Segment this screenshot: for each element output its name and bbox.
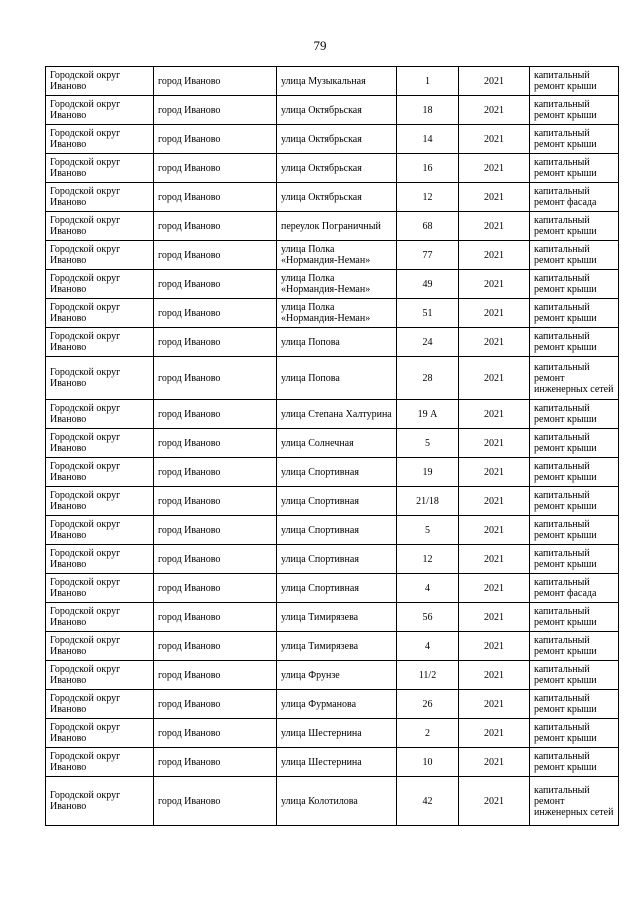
work-type-cell: капитальный ремонт крыши bbox=[530, 719, 619, 748]
house-number-cell: 12 bbox=[397, 545, 459, 574]
district-cell: Городской округ Иваново bbox=[46, 125, 154, 154]
year-cell: 2021 bbox=[459, 603, 530, 632]
work-type-cell: капитальный ремонт крыши bbox=[530, 212, 619, 241]
city-cell: город Иваново bbox=[154, 212, 277, 241]
city-cell: город Иваново bbox=[154, 400, 277, 429]
city-cell: город Иваново bbox=[154, 67, 277, 96]
work-type-cell: капитальный ремонт крыши bbox=[530, 67, 619, 96]
work-type-cell: капитальный ремонт крыши bbox=[530, 125, 619, 154]
street-cell: улица Шестернина bbox=[277, 748, 397, 777]
year-cell: 2021 bbox=[459, 96, 530, 125]
district-cell: Городской округ Иваново bbox=[46, 299, 154, 328]
house-number-cell: 12 bbox=[397, 183, 459, 212]
street-cell: улица Музыкальная bbox=[277, 67, 397, 96]
city-cell: город Иваново bbox=[154, 270, 277, 299]
registry-table bbox=[45, 66, 619, 826]
city-cell: город Иваново bbox=[154, 241, 277, 270]
table-row bbox=[46, 574, 619, 603]
city-cell: город Иваново bbox=[154, 328, 277, 357]
street-cell: улица Спортивная bbox=[277, 516, 397, 545]
table-row bbox=[46, 545, 619, 574]
district-cell: Городской округ Иваново bbox=[46, 719, 154, 748]
work-type-cell: капитальный ремонт крыши bbox=[530, 487, 619, 516]
district-cell: Городской округ Иваново bbox=[46, 357, 154, 400]
street-cell: улица Фурманова bbox=[277, 690, 397, 719]
street-cell: улица Степана Халтурина bbox=[277, 400, 397, 429]
district-cell: Городской округ Иваново bbox=[46, 632, 154, 661]
house-number-cell: 1 bbox=[397, 67, 459, 96]
street-cell: улица Полка «Нормандия-Неман» bbox=[277, 270, 397, 299]
year-cell: 2021 bbox=[459, 357, 530, 400]
work-type-cell: капитальный ремонт крыши bbox=[530, 458, 619, 487]
street-cell: улица Тимирязева bbox=[277, 632, 397, 661]
work-type-cell: капитальный ремонт крыши bbox=[530, 516, 619, 545]
table-row bbox=[46, 719, 619, 748]
house-number-cell: 56 bbox=[397, 603, 459, 632]
work-type-cell: капитальный ремонт крыши bbox=[530, 545, 619, 574]
district-cell: Городской округ Иваново bbox=[46, 690, 154, 719]
city-cell: город Иваново bbox=[154, 690, 277, 719]
work-type-cell: капитальный ремонт крыши bbox=[530, 241, 619, 270]
year-cell: 2021 bbox=[459, 777, 530, 826]
street-cell: улица Октябрьская bbox=[277, 125, 397, 154]
table-row bbox=[46, 357, 619, 400]
city-cell: город Иваново bbox=[154, 299, 277, 328]
work-type-cell: капитальный ремонт крыши bbox=[530, 270, 619, 299]
city-cell: город Иваново bbox=[154, 719, 277, 748]
table-row bbox=[46, 487, 619, 516]
house-number-cell: 19 bbox=[397, 458, 459, 487]
page-number: 79 bbox=[313, 38, 327, 53]
house-number-cell: 5 bbox=[397, 429, 459, 458]
city-cell: город Иваново bbox=[154, 357, 277, 400]
table-row bbox=[46, 690, 619, 719]
house-number-cell: 51 bbox=[397, 299, 459, 328]
work-type-cell: капитальный ремонт крыши bbox=[530, 400, 619, 429]
work-type-cell: капитальный ремонт крыши bbox=[530, 328, 619, 357]
work-type-cell: капитальный ремонт крыши bbox=[530, 632, 619, 661]
house-number-cell: 18 bbox=[397, 96, 459, 125]
city-cell: город Иваново bbox=[154, 574, 277, 603]
district-cell: Городской округ Иваново bbox=[46, 458, 154, 487]
table-row bbox=[46, 748, 619, 777]
work-type-cell: капитальный ремонт крыши bbox=[530, 661, 619, 690]
table-row bbox=[46, 212, 619, 241]
year-cell: 2021 bbox=[459, 400, 530, 429]
year-cell: 2021 bbox=[459, 183, 530, 212]
district-cell: Городской округ Иваново bbox=[46, 661, 154, 690]
registry-table-body bbox=[46, 67, 619, 826]
city-cell: город Иваново bbox=[154, 632, 277, 661]
table-row bbox=[46, 328, 619, 357]
street-cell: улица Спортивная bbox=[277, 487, 397, 516]
district-cell: Городской округ Иваново bbox=[46, 487, 154, 516]
year-cell: 2021 bbox=[459, 748, 530, 777]
table-row bbox=[46, 96, 619, 125]
house-number-cell: 2 bbox=[397, 719, 459, 748]
district-cell: Городской округ Иваново bbox=[46, 400, 154, 429]
district-cell: Городской округ Иваново bbox=[46, 748, 154, 777]
table-row bbox=[46, 632, 619, 661]
house-number-cell: 42 bbox=[397, 777, 459, 826]
district-cell: Городской округ Иваново bbox=[46, 183, 154, 212]
district-cell: Городской округ Иваново bbox=[46, 545, 154, 574]
work-type-cell: капитальный ремонт крыши bbox=[530, 603, 619, 632]
street-cell: улица Октябрьская bbox=[277, 96, 397, 125]
district-cell: Городской округ Иваново bbox=[46, 67, 154, 96]
house-number-cell: 5 bbox=[397, 516, 459, 545]
work-type-cell: капитальный ремонт крыши bbox=[530, 748, 619, 777]
city-cell: город Иваново bbox=[154, 183, 277, 212]
table-row bbox=[46, 125, 619, 154]
city-cell: город Иваново bbox=[154, 516, 277, 545]
street-cell: улица Октябрьская bbox=[277, 183, 397, 212]
district-cell: Городской округ Иваново bbox=[46, 603, 154, 632]
year-cell: 2021 bbox=[459, 270, 530, 299]
work-type-cell: капитальный ремонт фасада bbox=[530, 183, 619, 212]
city-cell: город Иваново bbox=[154, 125, 277, 154]
street-cell: улица Спортивная bbox=[277, 574, 397, 603]
table-row bbox=[46, 400, 619, 429]
work-type-cell: капитальный ремонт крыши bbox=[530, 299, 619, 328]
work-type-cell: капитальный ремонт крыши bbox=[530, 690, 619, 719]
table-row bbox=[46, 270, 619, 299]
city-cell: город Иваново bbox=[154, 458, 277, 487]
year-cell: 2021 bbox=[459, 154, 530, 183]
table-row bbox=[46, 67, 619, 96]
year-cell: 2021 bbox=[459, 212, 530, 241]
year-cell: 2021 bbox=[459, 661, 530, 690]
house-number-cell: 10 bbox=[397, 748, 459, 777]
house-number-cell: 21/18 bbox=[397, 487, 459, 516]
street-cell: улица Фрунзе bbox=[277, 661, 397, 690]
house-number-cell: 28 bbox=[397, 357, 459, 400]
district-cell: Городской округ Иваново bbox=[46, 154, 154, 183]
year-cell: 2021 bbox=[459, 487, 530, 516]
year-cell: 2021 bbox=[459, 690, 530, 719]
street-cell: переулок Пограничный bbox=[277, 212, 397, 241]
year-cell: 2021 bbox=[459, 516, 530, 545]
house-number-cell: 4 bbox=[397, 632, 459, 661]
work-type-cell: капитальный ремонт крыши bbox=[530, 429, 619, 458]
work-type-cell: капитальный ремонт инженерных сетей bbox=[530, 777, 619, 826]
street-cell: улица Солнечная bbox=[277, 429, 397, 458]
table-row bbox=[46, 458, 619, 487]
district-cell: Городской округ Иваново bbox=[46, 516, 154, 545]
house-number-cell: 49 bbox=[397, 270, 459, 299]
city-cell: город Иваново bbox=[154, 603, 277, 632]
city-cell: город Иваново bbox=[154, 661, 277, 690]
year-cell: 2021 bbox=[459, 241, 530, 270]
table-row bbox=[46, 516, 619, 545]
house-number-cell: 19 А bbox=[397, 400, 459, 429]
year-cell: 2021 bbox=[459, 328, 530, 357]
work-type-cell: капитальный ремонт инженерных сетей bbox=[530, 357, 619, 400]
year-cell: 2021 bbox=[459, 719, 530, 748]
year-cell: 2021 bbox=[459, 574, 530, 603]
year-cell: 2021 bbox=[459, 545, 530, 574]
street-cell: улица Тимирязева bbox=[277, 603, 397, 632]
table-row bbox=[46, 183, 619, 212]
city-cell: город Иваново bbox=[154, 777, 277, 826]
house-number-cell: 26 bbox=[397, 690, 459, 719]
house-number-cell: 24 bbox=[397, 328, 459, 357]
street-cell: улица Спортивная bbox=[277, 458, 397, 487]
table-row bbox=[46, 241, 619, 270]
house-number-cell: 11/2 bbox=[397, 661, 459, 690]
district-cell: Городской округ Иваново bbox=[46, 270, 154, 299]
year-cell: 2021 bbox=[459, 125, 530, 154]
street-cell: улица Попова bbox=[277, 328, 397, 357]
house-number-cell: 14 bbox=[397, 125, 459, 154]
street-cell: улица Полка «Нормандия-Неман» bbox=[277, 241, 397, 270]
city-cell: город Иваново bbox=[154, 154, 277, 183]
work-type-cell: капитальный ремонт фасада bbox=[530, 574, 619, 603]
city-cell: город Иваново bbox=[154, 545, 277, 574]
house-number-cell: 16 bbox=[397, 154, 459, 183]
district-cell: Городской округ Иваново bbox=[46, 574, 154, 603]
table-row bbox=[46, 154, 619, 183]
city-cell: город Иваново bbox=[154, 748, 277, 777]
street-cell: улица Спортивная bbox=[277, 545, 397, 574]
street-cell: улица Октябрьская bbox=[277, 154, 397, 183]
house-number-cell: 68 bbox=[397, 212, 459, 241]
table-row bbox=[46, 603, 619, 632]
district-cell: Городской округ Иваново bbox=[46, 241, 154, 270]
table-row bbox=[46, 299, 619, 328]
district-cell: Городской округ Иваново bbox=[46, 212, 154, 241]
work-type-cell: капитальный ремонт крыши bbox=[530, 154, 619, 183]
city-cell: город Иваново bbox=[154, 96, 277, 125]
city-cell: город Иваново bbox=[154, 429, 277, 458]
year-cell: 2021 bbox=[459, 632, 530, 661]
work-type-cell: капитальный ремонт крыши bbox=[530, 96, 619, 125]
district-cell: Городской округ Иваново bbox=[46, 429, 154, 458]
year-cell: 2021 bbox=[459, 67, 530, 96]
house-number-cell: 4 bbox=[397, 574, 459, 603]
district-cell: Городской округ Иваново bbox=[46, 777, 154, 826]
street-cell: улица Колотилова bbox=[277, 777, 397, 826]
year-cell: 2021 bbox=[459, 429, 530, 458]
district-cell: Городской округ Иваново bbox=[46, 328, 154, 357]
district-cell: Городской округ Иваново bbox=[46, 96, 154, 125]
house-number-cell: 77 bbox=[397, 241, 459, 270]
street-cell: улица Полка «Нормандия-Неман» bbox=[277, 299, 397, 328]
city-cell: город Иваново bbox=[154, 487, 277, 516]
year-cell: 2021 bbox=[459, 299, 530, 328]
table-row bbox=[46, 777, 619, 826]
year-cell: 2021 bbox=[459, 458, 530, 487]
table-row bbox=[46, 661, 619, 690]
table-row bbox=[46, 429, 619, 458]
street-cell: улица Шестернина bbox=[277, 719, 397, 748]
street-cell: улица Попова bbox=[277, 357, 397, 400]
